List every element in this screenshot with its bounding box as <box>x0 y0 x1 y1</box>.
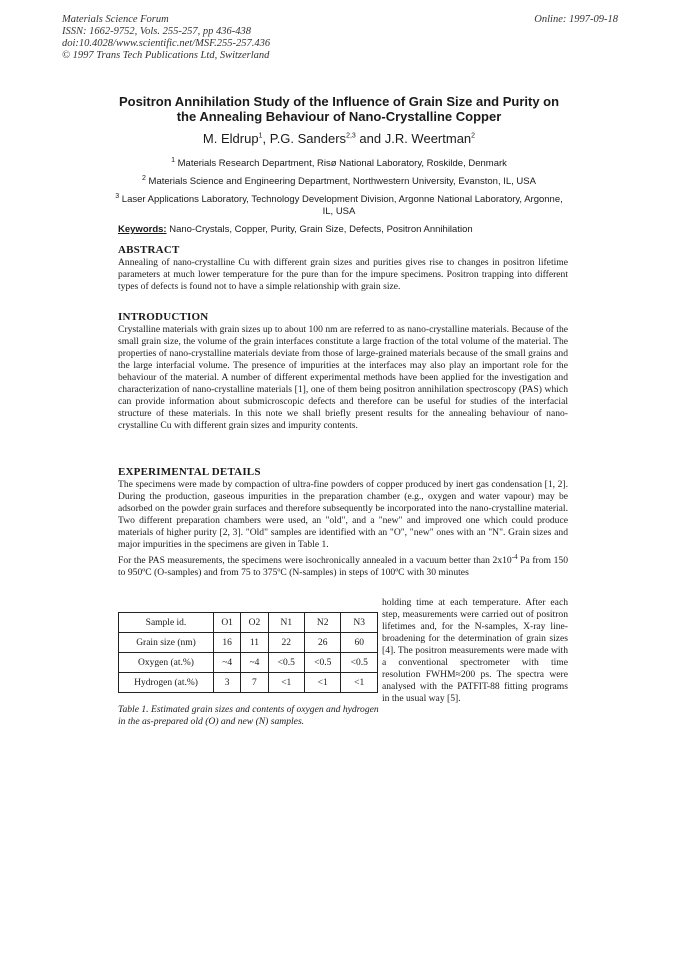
table-header-cell: Sample id. <box>119 613 214 633</box>
author-1: M. Eldrup <box>202 131 259 146</box>
table-cell: 22 <box>268 633 304 653</box>
affiliation-2-sup: 2 <box>142 175 146 182</box>
affiliation-3-text: Laser Applications Laboratory, Technology Development Division, Argonne National Laboratory, Argonne, IL, USA <box>119 194 563 218</box>
table-cell: Hydrogen (at.%) <box>119 673 214 693</box>
table-cell: <0.5 <box>305 653 341 673</box>
abstract-heading: ABSTRACT <box>118 244 180 256</box>
table-row <box>119 673 378 693</box>
experimental-wrap-text: holding time at each temperature. After each step, measurements were carried out of positron lifetimes and, for the N-samples, X-ray line-broadening for the determination of grain sizes [4]. The positron measurements were made with a conventional spectrometer with time resolution FWHM≈200 ps. The spectra were analysed with the PATFIT-88 fitting programs in the usual way [5]. <box>382 597 568 704</box>
author-3-sup: 2 <box>471 132 476 140</box>
table-cell: ~4 <box>214 653 241 673</box>
table-cell: <1 <box>268 673 304 693</box>
table-cell: Grain size (nm) <box>119 633 214 653</box>
experimental-section <box>118 466 568 579</box>
table-header-cell: N3 <box>341 613 378 633</box>
table-header-cell: O2 <box>241 613 268 633</box>
table-header-row <box>119 613 378 633</box>
table-row <box>119 653 378 673</box>
experimental-para-2-b: Pa from 150 to 950ºC (O-samples) and from 75 to 375ºC (N-samples) in steps of 100ºC with 30 minutes <box>118 555 568 579</box>
author-list <box>100 131 578 146</box>
table-cell: <1 <box>341 673 378 693</box>
affiliation-2-text: Materials Science and Engineering Department, Northwestern University, Evanston, IL, USA <box>145 176 536 188</box>
table-header-cell: N2 <box>305 613 341 633</box>
table-1-caption: Table 1. Estimated grain sizes and contents of oxygen and hydrogen in the as-prepared old (O) and new (N) samples. <box>118 704 379 727</box>
author-2: , P.G. Sanders <box>262 131 347 146</box>
table-cell: 26 <box>305 633 341 653</box>
table-cell: <1 <box>305 673 341 693</box>
affiliation-1 <box>110 155 568 170</box>
online-date: Online: 1997-09-18 <box>534 14 618 25</box>
paper-title <box>100 94 578 124</box>
table-cell: Oxygen (at.%) <box>119 653 214 673</box>
keywords-text: Nano-Crystals, Copper, Purity, Grain Size, Defects, Positron Annihilation <box>166 224 473 235</box>
abstract-section <box>118 244 568 293</box>
table-cell: 7 <box>241 673 268 693</box>
table-cell: 16 <box>214 633 241 653</box>
table-cell: ~4 <box>241 653 268 673</box>
keywords-label: Keywords: <box>118 224 167 235</box>
table-1 <box>118 612 378 693</box>
introduction-heading: INTRODUCTION <box>118 311 209 323</box>
pressure-exponent: -4 <box>511 553 518 561</box>
author-2-sup: 2,3 <box>346 132 356 140</box>
title-line-2: the Annealing Behaviour of Nano-Crystalline Copper <box>176 109 502 124</box>
introduction-section <box>118 311 568 432</box>
table-cell: 11 <box>241 633 268 653</box>
affiliation-3 <box>110 191 568 218</box>
table-header-cell: O1 <box>214 613 241 633</box>
experimental-para-2-a: For the PAS measurements, the specimens were isochronically annealed in a vacuum better than 2x10 <box>118 555 512 567</box>
table-cell: 60 <box>341 633 378 653</box>
table-row <box>119 633 378 653</box>
doi-line[interactable]: doi:10.4028/www.scientific.net/MSF.255-257.436 <box>62 38 271 49</box>
issn-line: ISSN: 1662-9752, Vols. 255-257, pp 436-438 <box>62 26 251 37</box>
table-cell: 3 <box>214 673 241 693</box>
experimental-heading: EXPERIMENTAL DETAILS <box>118 466 261 478</box>
affiliation-1-text: Materials Research Department, Risø National Laboratory, Roskilde, Denmark <box>174 158 507 170</box>
title-line-1: Positron Annihilation Study of the Influence of Grain Size and Purity on <box>118 94 560 109</box>
table-cell: <0.5 <box>341 653 378 673</box>
table-cell: <0.5 <box>268 653 304 673</box>
introduction-text: Crystalline materials with grain sizes up to about 100 nm are referred to as nano-crystalline materials. Because of the small grain size, the volume of the grain interfaces constitute a large fraction of the total volume of the material. The properties of nano-crystalline materials deviate from those of large-grained materials because of the small grains and the large interfacial volume. The presence of impurities at the interfaces may also play an important role for the behaviour of the material. A number of different experimental methods have been applied for the investigation and characterization of nano-crystalline materials [1], one of them being positron annihilation spectroscopy (PAS) which can provide information about submicroscopic defects and therefore can be useful for studies of the interfacial structure of these materials. In this note we shall briefly present results for the annealing behaviour of nano-crystalline Cu with different grain sizes and impurity contents. <box>118 324 568 431</box>
experimental-para-1: The specimens were made by compaction of ultra-fine powders of copper produced by inert gas condensation [1, 2]. During the production, gaseous impurities in the preparation chamber (e.g., oxygen and water vapour) may be adsorbed on the powder grain surfaces and therefore subsequently be incorporated into the nano-crystalline material. Two different preparation chambers were used, an "old", and a "new" and improved one which could produce materials of higher purity [2, 3]. "Old" samples are identified with an "O", "new" ones with an "N". Grain sizes and major impurities in the specimens are given in Table 1. <box>118 479 568 550</box>
author-1-sup: 1 <box>258 132 263 140</box>
affiliation-1-sup: 1 <box>171 157 175 164</box>
journal-name: Materials Science Forum <box>62 14 169 25</box>
affiliation-3-sup: 3 <box>115 193 120 200</box>
keywords <box>118 224 568 235</box>
abstract-text: Annealing of nano-crystalline Cu with different grain sizes and purities gives rise to changes in positron lifetime parameters at much lower temperature for the pure than for the impure specimens. Positron trapping into different types of defects is found not to have a simple relationship with grain size. <box>118 257 568 292</box>
table-header-cell: N1 <box>268 613 304 633</box>
running-header <box>62 14 618 62</box>
affiliation-2 <box>110 173 568 188</box>
experimental-para-2 <box>118 551 568 579</box>
copyright-line: © 1997 Trans Tech Publications Ltd, Switzerland <box>62 50 270 61</box>
author-3: and J.R. Weertman <box>355 131 472 146</box>
